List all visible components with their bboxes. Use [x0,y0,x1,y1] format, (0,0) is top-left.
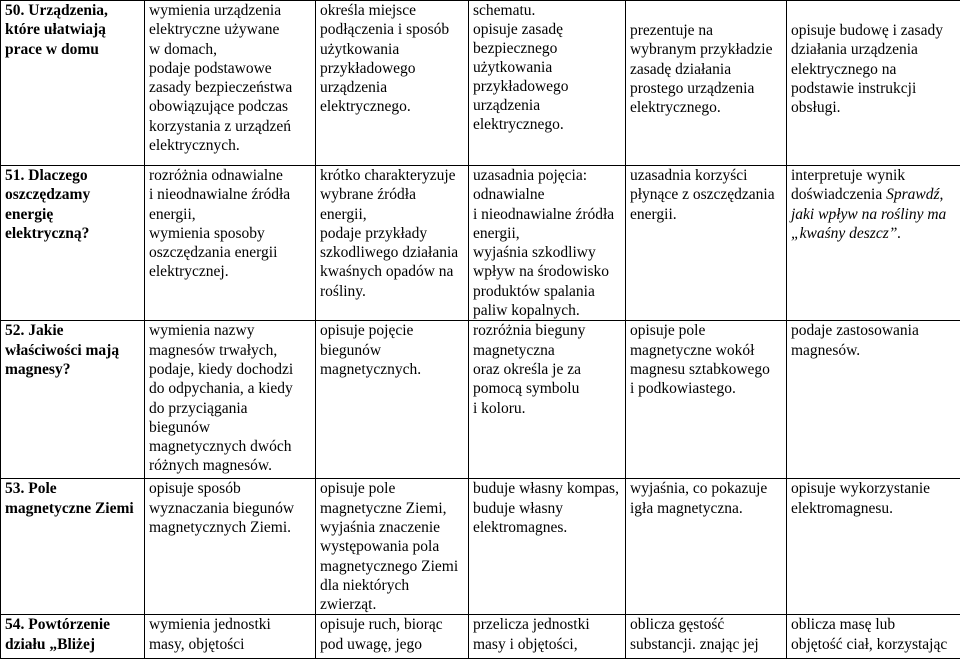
requirement-cell [787,479,960,615]
requirement-cell: schematu. opisuje zasadę bezpiecznego użytkowania przykładowego urządzenia elektrycznego. [469,1,626,166]
table-row [1,321,960,479]
requirement-text: podaje zastosowania magnesów. [791,322,919,358]
requirement-cell [787,1,960,166]
requirement-cell: uzasadnia korzyści płynące z oszczędzania energii. [626,166,787,321]
requirement-text: opisuje wykorzystanie elektromagnesu. [791,480,930,516]
requirement-text: interpretuje wynik doświadczenia [791,167,905,203]
requirement-cell: wyjaśnia, co pokazuje igła magnetyczna. [626,479,787,615]
requirement-cell [787,166,960,321]
topic-cell: 54. Powtórzenie działu „Bliżej [1,615,145,659]
topic-cell: 52. Jakie właściwości mają magnesy? [1,321,145,479]
requirement-cell: oblicza gęstość substancji. znając jej [626,615,787,659]
topic-cell: 53. Pole magnetyczne Ziemi [1,479,145,615]
requirement-cell: krótko charakteryzuje wybrane źródła energii, podaje przykłady szkodliwego działania kwaśnych opadów na rośliny. [316,166,469,321]
requirement-text: oblicza masę lub objętość ciał, korzystając [791,616,947,652]
table-row [1,615,960,659]
requirement-cell: wymienia jednostki masy, objętości [145,615,316,659]
requirement-cell: opisuje pole magnetyczne Ziemi, wyjaśnia znaczenie występowania pola magnetycznego Ziemi dla niektórych zwierząt. [316,479,469,615]
requirement-cell: opisuje ruch, biorąc pod uwagę, jego [316,615,469,659]
requirement-cell: określa miejsce podłączenia i sposób użytkowania przykładowego urządzenia elektrycznego. [316,1,469,166]
requirement-cell: buduje własny kompas, buduje własny elektromagnes. [469,479,626,615]
requirement-text: opisuje budowę i zasady działania urządzenia elektrycznego na podstawie instrukcji obsługi. [791,22,943,116]
topic-cell: 50. Urządzenia, które ułatwiają prace w domu [1,1,145,166]
requirement-cell: przelicza jednostki masy i objętości, [469,615,626,659]
requirement-cell: opisuje pojęcie biegunów magnetycznych. [316,321,469,479]
requirement-italic-text: Sprawdź, jaki wpływ na rośliny ma „kwaśny deszcz”. [791,186,946,242]
table-row [1,166,960,321]
requirement-cell [787,615,960,659]
requirement-cell: rozróżnia bieguny magnetyczna oraz określa je za pomocą symbolu i koloru. [469,321,626,479]
table-row [1,1,960,166]
table-row [1,479,960,615]
topic-cell: 51. Dlaczego oszczędzamy energię elektryczną? [1,166,145,321]
requirement-cell [787,321,960,479]
requirement-cell: opisuje pole magnetyczne wokół magnesu sztabkowego i podkowiastego. [626,321,787,479]
requirement-cell: uzasadnia pojęcia: odnawialne i nieodnawialne źródła energii, wyjaśnia szkodliwy wpływ na środowisko produktów spalania paliw kopalnych. [469,166,626,321]
requirement-cell: wymienia urządzenia elektryczne używane w domach, podaje podstawowe zasady bezpieczeństwa obowiązujące podczas korzystania z urządzeń elektrycznych. [145,1,316,166]
requirement-cell: opisuje sposób wyznaczania biegunów magnetycznych Ziemi. [145,479,316,615]
requirement-cell: prezentuje na wybranym przykładzie zasadę działania prostego urządzenia elektrycznego. [626,1,787,166]
requirement-cell: rozróżnia odnawialne i nieodnawialne źródła energii, wymienia sposoby oszczędzania energii elektrycznej. [145,166,316,321]
requirement-cell: wymienia nazwy magnesów trwałych, podaje, kiedy dochodzi do odpychania, a kiedy do przyciągania biegunów magnetycznych dwóch różnych magnesów. [145,321,316,479]
